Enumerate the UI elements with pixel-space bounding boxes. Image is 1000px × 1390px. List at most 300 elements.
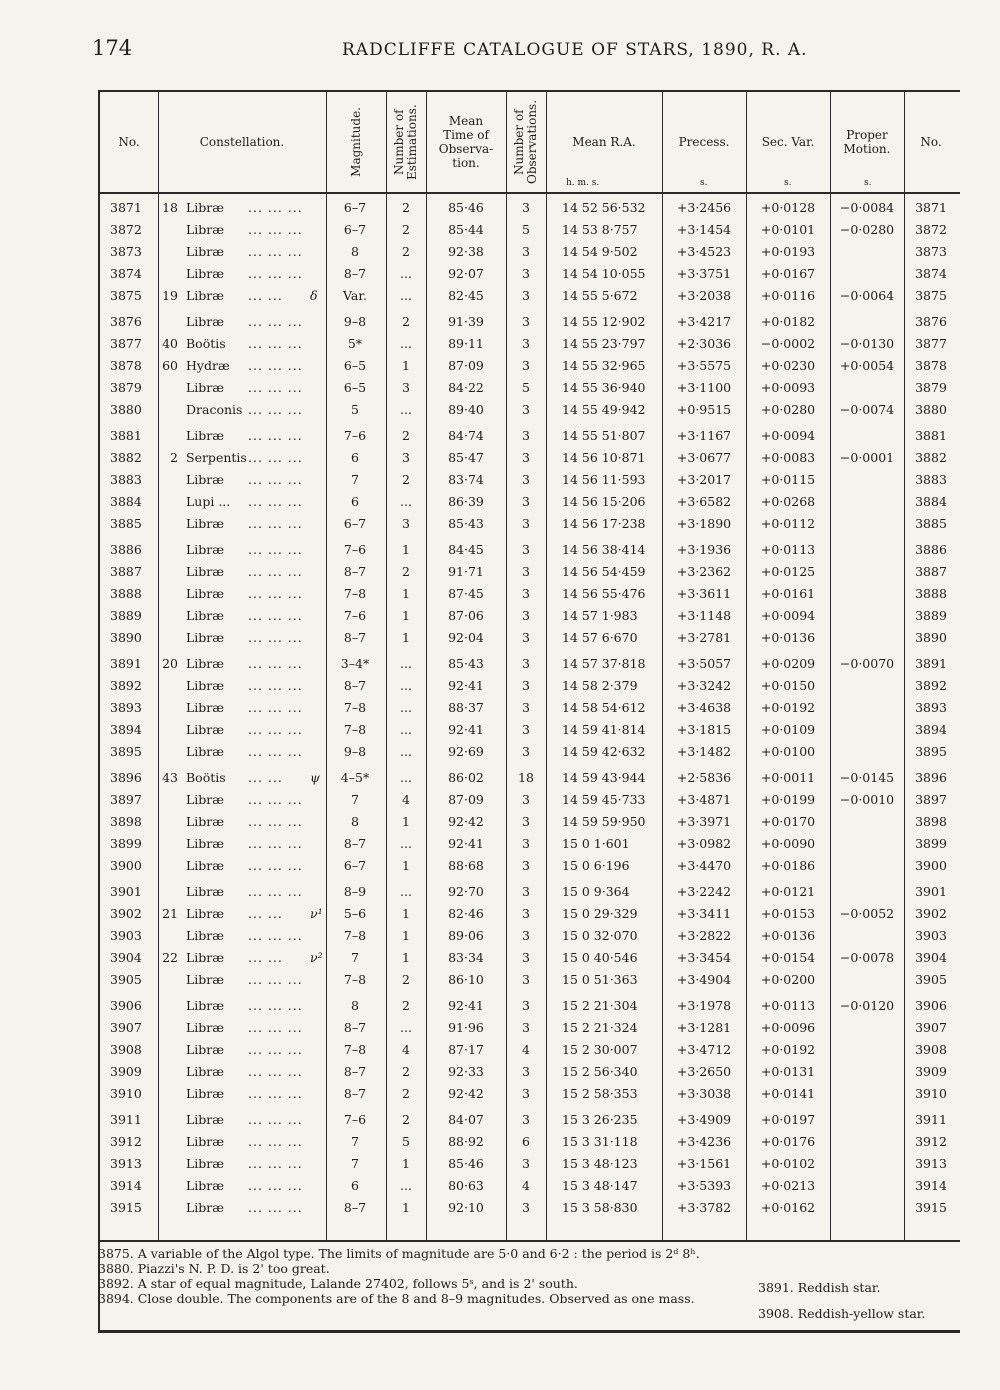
mean-time: 87·45	[448, 586, 484, 601]
leader-dots: ... ... ...	[248, 608, 303, 623]
star-number: 3875	[110, 288, 142, 303]
mean-time: 87·09	[448, 358, 484, 373]
mean-ra: 14 59 59·950	[562, 814, 646, 829]
proper-motion: −0·0120	[839, 998, 895, 1013]
leader-dots: ... ... ...	[248, 792, 303, 807]
estimations: 2	[402, 1086, 410, 1101]
estimations: ...	[400, 288, 412, 303]
precession: +3·1815	[676, 722, 732, 737]
estimations: ...	[400, 722, 412, 737]
star-number-right: 3898	[915, 814, 947, 829]
flamsteed-number: 18	[162, 200, 178, 215]
constellation-name: Libræ	[186, 314, 225, 329]
constellation-name: Libræ	[186, 1112, 225, 1127]
secular-variation: +0·0125	[760, 564, 816, 579]
star-number-right: 3891	[915, 656, 947, 671]
leader-dots: ... ... ...	[248, 266, 303, 281]
estimations: 1	[402, 358, 410, 373]
magnitude: 7	[351, 792, 359, 807]
estimations: 1	[402, 1200, 410, 1215]
leader-dots: ... ... ...	[248, 200, 303, 215]
estimations: 3	[402, 450, 410, 465]
star-number-right: 3885	[915, 516, 947, 531]
constellation-name: Libræ	[186, 586, 225, 601]
footnote: 3875. A variable of the Algol type. The limits of magnitude are 5·0 and 6·2 : the period is 2ᵈ 8ʰ.	[98, 1246, 700, 1261]
constellation-name: Libræ	[186, 1042, 225, 1057]
star-number: 3871	[110, 200, 142, 215]
constellation-name: Libræ	[186, 884, 225, 899]
table-row	[100, 314, 960, 335]
leader-dots: ... ... ...	[248, 1112, 303, 1127]
secular-variation: +0·0209	[760, 656, 816, 671]
leader-dots: ... ... ...	[248, 542, 303, 557]
mean-ra: 14 56 15·206	[562, 494, 646, 509]
mean-time: 92·10	[448, 1200, 484, 1215]
estimations: 1	[402, 950, 410, 965]
precession: +3·1281	[676, 1020, 732, 1035]
estimations: ...	[400, 700, 412, 715]
table-row	[100, 1134, 960, 1155]
star-number-right: 3880	[915, 402, 947, 417]
proper-motion: −0·0010	[839, 792, 895, 807]
secular-variation: +0·0182	[760, 314, 816, 329]
constellation-name: Draconis	[186, 402, 243, 417]
estimations: ...	[400, 744, 412, 759]
estimations: ...	[400, 402, 412, 417]
leader-dots: ... ... ...	[248, 1064, 303, 1079]
flamsteed-number: 20	[162, 656, 178, 671]
mean-ra: 15 0 51·363	[562, 972, 638, 987]
star-number: 3911	[110, 1112, 142, 1127]
star-number: 3873	[110, 244, 142, 259]
footnote: 3892. A star of equal magnitude, Lalande 27402, follows 5ˢ, and is 2' south.	[98, 1276, 578, 1291]
proper-motion: −0·0145	[839, 770, 895, 785]
secular-variation: +0·0213	[760, 1178, 816, 1193]
precession: +3·4236	[676, 1134, 732, 1149]
estimations: ...	[400, 656, 412, 671]
table-row	[100, 972, 960, 993]
magnitude: 6	[351, 1178, 359, 1193]
mean-ra: 14 55 32·965	[562, 358, 646, 373]
constellation-name: Lupi ...	[186, 494, 231, 509]
constellation-name: Libræ	[186, 1086, 225, 1101]
star-number: 3906	[110, 998, 142, 1013]
observations: 5	[522, 380, 530, 395]
estimations: 2	[402, 314, 410, 329]
constellation-name: Hydræ	[186, 358, 230, 373]
table-row	[100, 1086, 960, 1107]
mean-time: 84·22	[448, 380, 484, 395]
leader-dots: ... ... ...	[248, 656, 303, 671]
constellation-name: Libræ	[186, 928, 225, 943]
estimations: 2	[402, 564, 410, 579]
table-row	[100, 630, 960, 651]
secular-variation: +0·0109	[760, 722, 816, 737]
mean-ra: 15 2 30·007	[562, 1042, 638, 1057]
flamsteed-number: 43	[162, 770, 178, 785]
table-row	[100, 814, 960, 835]
table-row	[100, 770, 960, 791]
estimations: ...	[400, 836, 412, 851]
bayer-letter: δ	[310, 288, 318, 303]
estimations: 2	[402, 472, 410, 487]
star-number: 3878	[110, 358, 142, 373]
footnote: 3894. Close double. The components are of the 8 and 8–9 magnitudes. Observed as one mass.	[98, 1291, 695, 1306]
secular-variation: +0·0150	[760, 678, 816, 693]
table-row	[100, 722, 960, 743]
star-number-right: 3914	[915, 1178, 947, 1193]
mean-time: 88·37	[448, 700, 484, 715]
star-number: 3893	[110, 700, 142, 715]
magnitude: Var.	[343, 288, 367, 303]
running-title: RADCLIFFE CATALOGUE OF STARS, 1890, R. A.	[342, 40, 808, 60]
magnitude: 7–8	[343, 700, 367, 715]
proper-motion: −0·0078	[839, 950, 895, 965]
star-number-right: 3897	[915, 792, 947, 807]
mean-ra: 14 59 41·814	[562, 722, 646, 737]
secular-variation: −0·0002	[760, 336, 816, 351]
table-row	[100, 516, 960, 537]
magnitude: 7–6	[343, 428, 367, 443]
constellation-name: Libræ	[186, 630, 225, 645]
mean-time: 86·10	[448, 972, 484, 987]
table-bottom-rule	[100, 1240, 960, 1242]
flamsteed-number: 40	[162, 336, 178, 351]
table-row	[100, 494, 960, 515]
star-number: 3885	[110, 516, 142, 531]
header-proper-motion: Proper Motion.	[843, 128, 891, 156]
star-number: 3877	[110, 336, 142, 351]
proper-motion: −0·0052	[839, 906, 895, 921]
magnitude: 4–5*	[340, 770, 370, 785]
estimations: 1	[402, 1156, 410, 1171]
table-row	[100, 336, 960, 357]
observations: 3	[522, 1086, 530, 1101]
mean-ra: 14 56 11·593	[562, 472, 646, 487]
observations: 3	[522, 884, 530, 899]
precession: +3·1148	[676, 608, 732, 623]
mean-time: 83·34	[448, 950, 484, 965]
observations: 3	[522, 288, 530, 303]
page-number: 174	[92, 36, 133, 60]
precession: +3·3038	[676, 1086, 732, 1101]
constellation-name: Libræ	[186, 906, 225, 921]
leader-dots: ... ... ...	[248, 494, 303, 509]
mean-ra: 14 56 55·476	[562, 586, 646, 601]
observations: 3	[522, 494, 530, 509]
star-number: 3880	[110, 402, 142, 417]
magnitude: 6	[351, 494, 359, 509]
precession: +3·2650	[676, 1064, 732, 1079]
star-number: 3892	[110, 678, 142, 693]
estimations: 1	[402, 630, 410, 645]
secular-variation: +0·0161	[760, 586, 816, 601]
estimations: 4	[402, 1042, 410, 1057]
secular-variation: +0·0113	[760, 542, 816, 557]
observations: 3	[522, 1020, 530, 1035]
magnitude: 8–9	[343, 884, 367, 899]
table-row	[100, 1064, 960, 1085]
observations: 3	[522, 630, 530, 645]
mean-ra: 14 58 54·612	[562, 700, 646, 715]
star-number-right: 3873	[915, 244, 947, 259]
mean-ra: 15 2 21·324	[562, 1020, 638, 1035]
leader-dots: ... ... ...	[248, 744, 303, 759]
mean-ra: 14 57 1·983	[562, 608, 638, 623]
mean-time: 82·46	[448, 906, 484, 921]
mean-time: 92·41	[448, 998, 484, 1013]
star-number-right: 3886	[915, 542, 947, 557]
proper-motion: −0·0064	[839, 288, 895, 303]
precession: +3·2822	[676, 928, 732, 943]
table-row	[100, 1042, 960, 1063]
header-estimations-text: Number of Estimations.	[392, 104, 419, 180]
star-number-right: 3887	[915, 564, 947, 579]
table-row	[100, 358, 960, 379]
magnitude: 9–8	[343, 314, 367, 329]
mean-time: 86·02	[448, 770, 484, 785]
leader-dots: ... ... ...	[248, 516, 303, 531]
estimations: 1	[402, 814, 410, 829]
side-note: 3908. Reddish-yellow star.	[758, 1306, 926, 1321]
leader-dots: ... ... ...	[248, 836, 303, 851]
leader-dots: ... ... ...	[248, 630, 303, 645]
constellation-name: Libræ	[186, 472, 225, 487]
observations: 3	[522, 428, 530, 443]
star-number-right: 3905	[915, 972, 947, 987]
magnitude: 8–7	[343, 1064, 367, 1079]
constellation-name: Libræ	[186, 222, 225, 237]
table-row	[100, 884, 960, 905]
star-number: 3901	[110, 884, 142, 899]
magnitude: 7–8	[343, 722, 367, 737]
observations: 3	[522, 266, 530, 281]
mean-time: 87·09	[448, 792, 484, 807]
star-number: 3884	[110, 494, 142, 509]
star-number: 3881	[110, 428, 142, 443]
precession: +3·3611	[676, 586, 732, 601]
star-number-right: 3893	[915, 700, 947, 715]
leader-dots: ... ... ...	[248, 428, 303, 443]
table-row	[100, 200, 960, 221]
precession: +3·1100	[676, 380, 732, 395]
secular-variation: +0·0186	[760, 858, 816, 873]
secular-variation: +0·0100	[760, 744, 816, 759]
table-row	[100, 266, 960, 287]
star-number-right: 3872	[915, 222, 947, 237]
magnitude: 8	[351, 244, 359, 259]
precession: +2·5836	[676, 770, 732, 785]
secular-variation: +0·0094	[760, 608, 816, 623]
observations: 5	[522, 222, 530, 237]
precession: +3·5057	[676, 656, 732, 671]
star-number-right: 3871	[915, 200, 947, 215]
star-number: 3900	[110, 858, 142, 873]
observations: 3	[522, 700, 530, 715]
mean-ra: 15 2 58·353	[562, 1086, 638, 1101]
mean-ra: 14 57 6·670	[562, 630, 638, 645]
precession: +3·4470	[676, 858, 732, 873]
secular-variation: +0·0230	[760, 358, 816, 373]
secular-variation: +0·0128	[760, 200, 816, 215]
star-number-right: 3890	[915, 630, 947, 645]
mean-time: 84·45	[448, 542, 484, 557]
secular-variation: +0·0083	[760, 450, 816, 465]
precession: +3·1936	[676, 542, 732, 557]
secular-variation: +0·0268	[760, 494, 816, 509]
star-number: 3899	[110, 836, 142, 851]
estimations: ...	[400, 884, 412, 899]
magnitude: 8	[351, 998, 359, 1013]
table-row	[100, 586, 960, 607]
leader-dots: ... ... ...	[248, 380, 303, 395]
constellation-name: Libræ	[186, 814, 225, 829]
magnitude: 5	[351, 402, 359, 417]
leader-dots: ... ... ...	[248, 564, 303, 579]
secular-variation: +0·0280	[760, 402, 816, 417]
constellation-name: Libræ	[186, 950, 225, 965]
estimations: 1	[402, 586, 410, 601]
leader-dots: ... ... ...	[248, 972, 303, 987]
estimations: 1	[402, 608, 410, 623]
header-estimations	[386, 92, 426, 192]
precession: +3·1482	[676, 744, 732, 759]
secular-variation: +0·0011	[760, 770, 816, 785]
mean-ra: 14 55 5·672	[562, 288, 638, 303]
star-number-right: 3882	[915, 450, 947, 465]
star-number-right: 3892	[915, 678, 947, 693]
header-mean-ra: Mean R.A.	[572, 135, 636, 149]
secular-variation: +0·0197	[760, 1112, 816, 1127]
magnitude: 7–8	[343, 928, 367, 943]
constellation-name: Libræ	[186, 998, 225, 1013]
precession: +3·2242	[676, 884, 732, 899]
star-number: 3883	[110, 472, 142, 487]
star-number-right: 3913	[915, 1156, 947, 1171]
page-header	[92, 36, 952, 76]
mean-time: 85·46	[448, 1156, 484, 1171]
magnitude: 7–6	[343, 1112, 367, 1127]
header-no: No.	[118, 135, 140, 149]
secular-variation: +0·0153	[760, 906, 816, 921]
magnitude: 3–4*	[340, 656, 370, 671]
secular-variation: +0·0090	[760, 836, 816, 851]
mean-time: 92·70	[448, 884, 484, 899]
constellation-name: Libræ	[186, 792, 225, 807]
precession: +3·1978	[676, 998, 732, 1013]
leader-dots: ... ... ...	[248, 358, 303, 373]
mean-ra: 14 53 8·757	[562, 222, 638, 237]
precession: +3·3454	[676, 950, 732, 965]
mean-ra: 14 54 10·055	[562, 266, 646, 281]
estimations: 3	[402, 516, 410, 531]
leader-dots: ... ... ...	[248, 222, 303, 237]
magnitude: 8–7	[343, 564, 367, 579]
star-number-right: 3912	[915, 1134, 947, 1149]
observations: 3	[522, 656, 530, 671]
flamsteed-number: 19	[162, 288, 178, 303]
table-row	[100, 998, 960, 1019]
mean-ra: 15 0 9·364	[562, 884, 630, 899]
mean-time: 92·41	[448, 722, 484, 737]
magnitude: 6–7	[343, 222, 367, 237]
constellation-name: Libræ	[186, 244, 225, 259]
mean-time: 91·39	[448, 314, 484, 329]
mean-time: 85·43	[448, 516, 484, 531]
precession: +3·2781	[676, 630, 732, 645]
mean-time: 85·47	[448, 450, 484, 465]
estimations: 1	[402, 928, 410, 943]
table-row	[100, 428, 960, 449]
mean-ra: 14 56 10·871	[562, 450, 646, 465]
footnote: 3880. Piazzi's N. P. D. is 2' too great.	[98, 1261, 330, 1276]
secular-variation: +0·0199	[760, 792, 816, 807]
mean-ra: 14 58 2·379	[562, 678, 638, 693]
flamsteed-number: 60	[162, 358, 178, 373]
estimations: ...	[400, 1020, 412, 1035]
star-number: 3898	[110, 814, 142, 829]
secular-variation: +0·0162	[760, 1200, 816, 1215]
mean-ra: 14 56 38·414	[562, 542, 646, 557]
star-number: 3904	[110, 950, 142, 965]
estimations: ...	[400, 266, 412, 281]
star-number: 3876	[110, 314, 142, 329]
estimations: 2	[402, 200, 410, 215]
leader-dots: ... ... ...	[248, 1020, 303, 1035]
star-number-right: 3874	[915, 266, 947, 281]
observations: 3	[522, 358, 530, 373]
star-number-right: 3902	[915, 906, 947, 921]
constellation-name: Libræ	[186, 972, 225, 987]
observations: 3	[522, 402, 530, 417]
magnitude: 8–7	[343, 1086, 367, 1101]
secular-variation: +0·0113	[760, 998, 816, 1013]
star-number: 3886	[110, 542, 142, 557]
magnitude: 6	[351, 450, 359, 465]
constellation-name: Libræ	[186, 516, 225, 531]
observations: 3	[522, 950, 530, 965]
mean-ra: 14 54 9·502	[562, 244, 638, 259]
star-number: 3889	[110, 608, 142, 623]
header-rule	[100, 192, 960, 194]
constellation-name: Libræ	[186, 656, 225, 671]
mean-time: 92·42	[448, 1086, 484, 1101]
mean-time: 85·43	[448, 656, 484, 671]
secular-variation: +0·0136	[760, 630, 816, 645]
observations: 3	[522, 564, 530, 579]
constellation-name: Libræ	[186, 608, 225, 623]
leader-dots: ... ...	[248, 288, 283, 303]
table-row	[100, 950, 960, 971]
star-number: 3902	[110, 906, 142, 921]
star-number-right: 3877	[915, 336, 947, 351]
catalogue-table	[98, 90, 960, 1333]
star-number-right: 3906	[915, 998, 947, 1013]
star-number-right: 3878	[915, 358, 947, 373]
secular-variation: +0·0154	[760, 950, 816, 965]
observations: 3	[522, 200, 530, 215]
observations: 3	[522, 1200, 530, 1215]
star-number-right: 3899	[915, 836, 947, 851]
star-number-right: 3907	[915, 1020, 947, 1035]
estimations: 3	[402, 380, 410, 395]
table-row	[100, 380, 960, 401]
observations: 3	[522, 1064, 530, 1079]
proper-motion: −0·0074	[839, 402, 895, 417]
precession: +3·4904	[676, 972, 732, 987]
table-row	[100, 678, 960, 699]
mean-ra: 15 0 1·601	[562, 836, 630, 851]
